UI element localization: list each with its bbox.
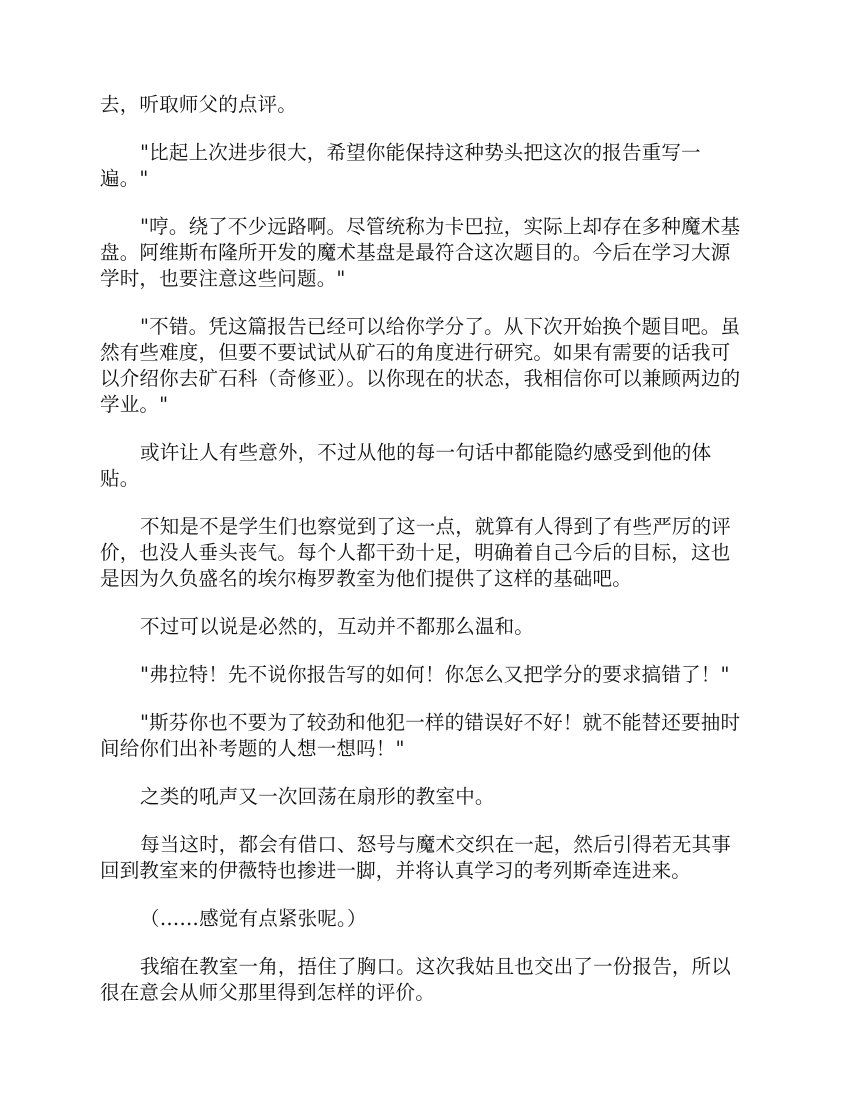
paragraph-1: 去，听取师父的点评。 <box>100 93 298 116</box>
paragraph-9: "斯芬你也不要为了较劲和他犯一样的错误好不好！就不能替还要抽时间给你们出补考题的人想一想吗！" <box>100 711 741 760</box>
paragraph-7: 不过可以说是必然的，互动并不都那么温和。 <box>140 615 535 638</box>
paragraph-10: 之类的吼声又一次回荡在扇形的教室中。 <box>140 785 495 808</box>
paragraph-8: "弗拉特！先不说你报告写的如何！你怎么又把学分的要求搞错了！" <box>140 663 730 686</box>
document-page <box>100 92 746 1028</box>
paragraph-2: "比起上次进步很大，希望你能保持这种势头把这次的报告重写一遍。" <box>100 141 701 190</box>
paragraph-4: "不错。凭这篇报告已经可以给你学分了。从下次开始换个题目吧。虽然有些难度，但要不要试试从矿石的角度进行研究。如果有需要的话我可以介绍你去矿石科（奇修亚）。以你现在的状态，我相信你可以兼顾两边的学业。" <box>100 315 741 416</box>
paragraph-6: 不知是不是学生们也察觉到了这一点，就算有人得到了有些严厉的评价，也没人垂头丧气。每个人都干劲十足，明确着自己今后的目标，这也是因为久负盛名的埃尔梅罗教室为他们提供了这样的基础吧。 <box>100 515 732 590</box>
paragraph-13: 我缩在教室一角，捂住了胸口。这次我姑且也交出了一份报告，所以很在意会从师父那里得到怎样的评价。 <box>100 955 732 1004</box>
paragraph-11: 每当这时，都会有借口、怒号与魔术交织在一起，然后引得若无其事回到教室来的伊薇特也掺进一脚，并将认真学习的考列斯牵连进来。 <box>100 833 732 882</box>
paragraph-5: 或许让人有些意外，不过从他的每一句话中都能隐约感受到他的体贴。 <box>100 441 712 490</box>
paragraph-12: （……感觉有点紧张呢。） <box>140 907 367 930</box>
paragraph-3: "哼。绕了不少远路啊。尽管统称为卡巴拉，实际上却存在多种魔术基盘。阿维斯布隆所开发的魔术基盘是最符合这次题目的。今后在学习大源学时，也要注意这些问题。" <box>100 215 741 290</box>
